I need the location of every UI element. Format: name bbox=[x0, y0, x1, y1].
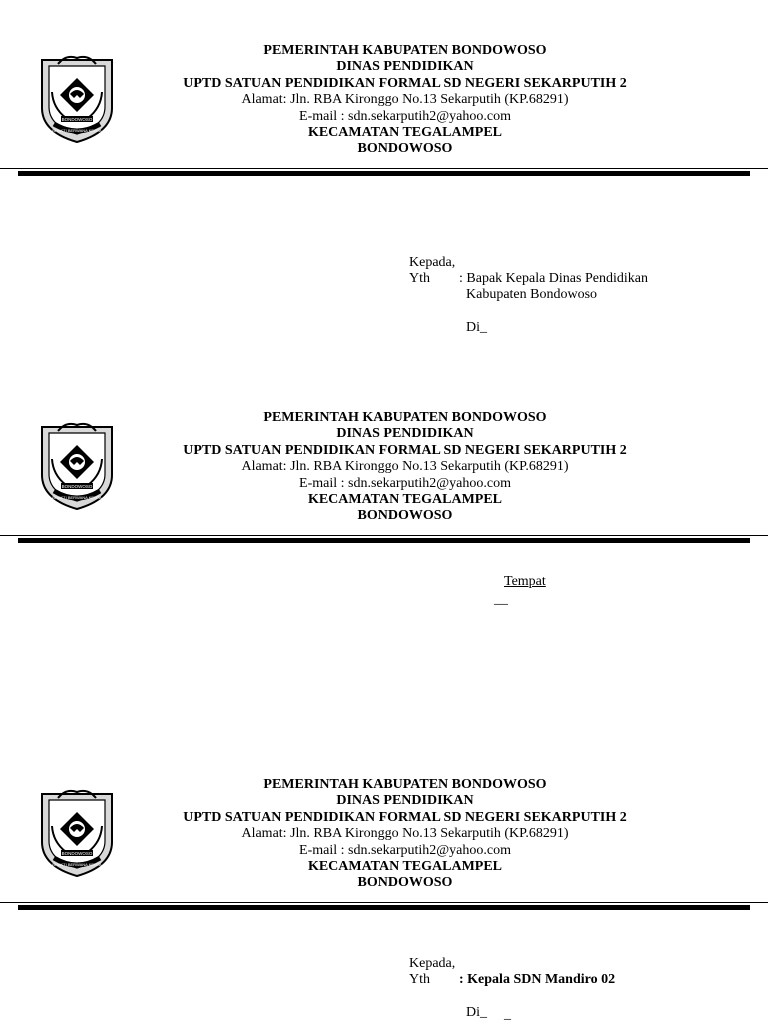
kepada-label: Kepada, bbox=[409, 255, 456, 270]
addressee-line: : Kepala SDN Mandiro 02 bbox=[459, 972, 616, 987]
letterhead-text bbox=[150, 43, 660, 158]
bondowoso-emblem-icon bbox=[36, 419, 118, 511]
letterhead-email: E-mail : sdn.sekarputih2@yahoo.com bbox=[299, 108, 511, 124]
kepada-label: Kepada, bbox=[409, 956, 456, 971]
tempat-blank: __ bbox=[494, 592, 508, 607]
yth-label: Yth bbox=[409, 972, 430, 987]
letterhead-divider-thin bbox=[0, 168, 768, 169]
letterhead-address: Alamat: Jln. RBA Kironggo No.13 Sekarputih (KP.68291) bbox=[241, 92, 569, 108]
letterhead-government: PEMERINTAH KABUPATEN BONDOWOSO bbox=[263, 43, 547, 58]
letterhead-government: PEMERINTAH KABUPATEN BONDOWOSO bbox=[263, 410, 547, 425]
letterhead-address: Alamat: Jln. RBA Kironggo No.13 Sekarputih (KP.68291) bbox=[241, 826, 569, 842]
letterhead-divider bbox=[18, 171, 750, 176]
letterhead-divider bbox=[18, 905, 750, 910]
di-blank: _ bbox=[504, 1007, 511, 1022]
letterhead-text bbox=[150, 410, 660, 525]
letterhead-school: UPTD SATUAN PENDIDIKAN FORMAL SD NEGERI SEKARPUTIH 2 bbox=[183, 809, 627, 825]
letterhead-district: KECAMATAN TEGALAMPEL bbox=[307, 125, 503, 141]
letterhead-email: E-mail : sdn.sekarputih2@yahoo.com bbox=[299, 475, 511, 491]
tempat-label: Tempat bbox=[504, 574, 546, 589]
letterhead-city: BONDOWOSO bbox=[357, 141, 453, 157]
di-label: Di_ bbox=[466, 320, 487, 335]
letterhead-city: BONDOWOSO bbox=[357, 508, 453, 524]
addressee-line-2: Kabupaten Bondowoso bbox=[466, 287, 598, 302]
yth-label: Yth bbox=[409, 271, 430, 286]
letterhead-district: KECAMATAN TEGALAMPEL bbox=[307, 492, 503, 508]
letterhead-government: PEMERINTAH KABUPATEN BONDOWOSO bbox=[263, 777, 547, 792]
di-label: Di_ bbox=[466, 1005, 487, 1020]
letterhead-city: BONDOWOSO bbox=[357, 875, 453, 891]
letterhead-email: E-mail : sdn.sekarputih2@yahoo.com bbox=[299, 842, 511, 858]
letterhead-divider-thin bbox=[0, 535, 768, 536]
letterhead-divider bbox=[18, 538, 750, 543]
bondowoso-emblem-icon bbox=[36, 786, 118, 878]
letterhead-address: Alamat: Jln. RBA Kironggo No.13 Sekarputih (KP.68291) bbox=[241, 459, 569, 475]
bondowoso-emblem-icon bbox=[36, 52, 118, 144]
letterhead-divider-thin bbox=[0, 902, 768, 903]
letterhead-school: UPTD SATUAN PENDIDIKAN FORMAL SD NEGERI SEKARPUTIH 2 bbox=[183, 442, 627, 458]
letterhead-department: DINAS PENDIDIKAN bbox=[336, 793, 474, 809]
letterhead-district: KECAMATAN TEGALAMPEL bbox=[307, 859, 503, 875]
letterhead-department: DINAS PENDIDIKAN bbox=[336, 426, 474, 442]
addressee-line-1: : Bapak Kepala Dinas Pendidikan bbox=[459, 271, 648, 286]
letterhead-department: DINAS PENDIDIKAN bbox=[336, 59, 474, 75]
letterhead-text bbox=[150, 777, 660, 892]
letterhead-school: UPTD SATUAN PENDIDIKAN FORMAL SD NEGERI SEKARPUTIH 2 bbox=[183, 75, 627, 91]
